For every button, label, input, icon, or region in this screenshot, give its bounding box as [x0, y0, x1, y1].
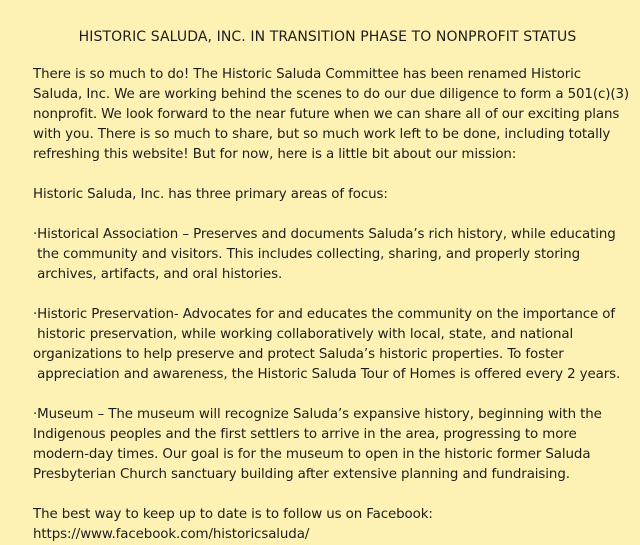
closing-paragraph — [33, 505, 622, 545]
page-title: HISTORIC SALUDA, INC. IN TRANSITION PHASE TO NONPROFIT STATUS — [78, 29, 577, 45]
intro-paragraph — [33, 65, 630, 165]
museum-line: Presbyterian Church sanctuary building after extensive planning and fundraising. — [33, 467, 570, 482]
intro-line: Saluda, Inc. We are working behind the scenes to do our due diligence to form a 501(c)(3) — [33, 87, 630, 102]
intro-line: There is so much to do! The Historic Saluda Committee has been renamed Historic — [33, 67, 582, 82]
facebook-url: https://www.facebook.com/historicsaluda/ — [33, 527, 310, 542]
focus-heading: Historic Saluda, Inc. has three primary areas of focus: — [33, 187, 388, 202]
museum-line: modern-day times. Our goal is for the museum to open in the historic former Saluda — [33, 447, 591, 462]
intro-line: with you. There is so much to share, but so much work left to be done, including totally — [33, 127, 611, 142]
preservation-line: organizations to help preserve and protect Saluda’s historic properties. To foster — [33, 347, 564, 362]
focus-heading-paragraph — [33, 185, 622, 205]
association-line: ·Historical Association – Preserves and documents Saluda’s rich history, while educating — [33, 227, 616, 242]
intro-line: refreshing this website! But for now, here is a little bit about our mission: — [33, 147, 517, 162]
association-line: archives, artifacts, and oral histories. — [33, 267, 283, 282]
historic-preservation-paragraph — [33, 305, 622, 385]
preservation-line: appreciation and awareness, the Historic Saluda Tour of Homes is offered every 2 years. — [33, 367, 621, 382]
museum-line: ·Museum – The museum will recognize Saluda’s expansive history, beginning with the — [33, 407, 602, 422]
intro-line: nonprofit. We look forward to the near future when we can share all of our exciting plans — [33, 107, 620, 122]
historical-association-paragraph — [33, 225, 622, 285]
museum-paragraph — [33, 405, 622, 485]
museum-line: Indigenous peoples and the first settlers to arrive in the area, progressing to more — [33, 427, 577, 442]
preservation-line: historic preservation, while working collaboratively with local, state, and national — [33, 327, 574, 342]
preservation-line: ·Historic Preservation- Advocates for and educates the community on the importance of — [33, 307, 615, 322]
closing-text: The best way to keep up to date is to follow us on Facebook: — [33, 507, 433, 522]
association-line: the community and visitors. This includes collecting, sharing, and properly storing — [33, 247, 581, 262]
